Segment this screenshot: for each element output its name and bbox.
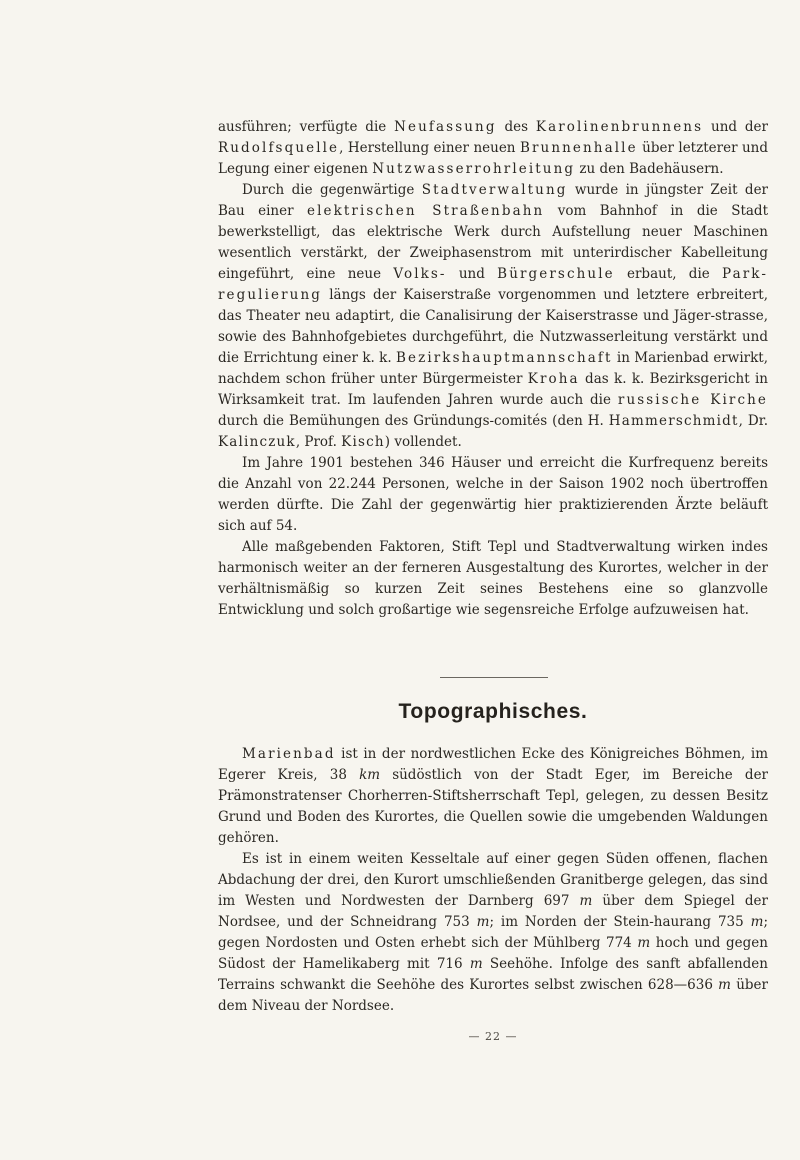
paragraph bbox=[218, 180, 768, 453]
text-run: über dem Spiegel der Nordsee, und der Schneidrang 753 bbox=[218, 893, 768, 930]
unit-italic: m bbox=[637, 935, 651, 951]
unit-italic: km bbox=[359, 767, 381, 783]
text-run: in Marienbad erwirkt, nachdem schon früher unter Bürgermeister bbox=[218, 350, 768, 387]
spaced-emphasis: Kalinczuk bbox=[218, 434, 296, 450]
text-run: Seehöhe. Infolge des sanft abfallenden Terrains schwankt die Seehöhe des Kurortes selbst zwischen 628—636 bbox=[218, 956, 768, 993]
text-run: zu den Badehäusern. bbox=[575, 161, 724, 177]
text-run: , Dr. bbox=[738, 413, 768, 429]
spaced-emphasis: elektrischen Straßenbahn bbox=[306, 203, 545, 219]
text-run: Alle maßgebenden Faktoren, Stift Tepl und Stadtverwaltung wirken indes harmonisch weiter an der ferneren Ausgestaltung des Kurortes, welcher in der verhältnismäßig so kurzen Zeit seines Bestehens eine so glanzvolle Entwicklung und solch großartige wie segensreiche Erfolge aufzuweisen hat. bbox=[218, 539, 768, 618]
text-run: das k. k. Bezirksgericht in Wirksamkeit trat. Im laufenden Jahren wurde auch die bbox=[218, 371, 768, 408]
spaced-emphasis: Bezirkshauptmannschaft bbox=[396, 350, 613, 366]
text-run: südöstlich von der Stadt Eger, im Bereiche der Prämonstratenser Chorherren-Stiftsherrschaft Tepl, gelegen, zu dessen Besitz Grund und Boden des Kurortes, die Quellen sowie die umgebenden Waldungen gehören. bbox=[218, 767, 769, 846]
spaced-emphasis: Kisch bbox=[341, 434, 385, 450]
text-run: , Prof. bbox=[295, 434, 342, 450]
spaced-emphasis: Hammerschmidt bbox=[608, 413, 739, 429]
section-heading: Topographisches. bbox=[398, 700, 588, 723]
spaced-emphasis: Volks- bbox=[393, 266, 447, 282]
spaced-emphasis: Stadtverwaltung bbox=[421, 182, 568, 198]
text-run: erbaut, die bbox=[614, 266, 723, 282]
paragraph bbox=[218, 849, 768, 1017]
text-run: und der bbox=[703, 119, 768, 135]
spaced-emphasis: Neufassung bbox=[394, 119, 497, 135]
text-run: ) vollendet. bbox=[384, 434, 462, 450]
text-run: hoch und gegen Südost der Hamelikaberg mit 716 bbox=[218, 935, 768, 972]
text-run: vom Bahnhof in die Stadt bewerkstelligt, das elektrische Werk durch Aufstellung neuer Maschinen wesentlich verstärkt, der Zweiphasenstrom mit unterirdischer Kabelleitung eingeführt, eine neue bbox=[218, 203, 768, 282]
spaced-emphasis: Nutzwasserrohrleitung bbox=[372, 161, 576, 177]
text-run: ; im Norden der Stein-haurang 735 bbox=[489, 914, 751, 930]
unit-italic: m bbox=[718, 977, 731, 993]
text-block-history bbox=[218, 117, 768, 621]
spaced-emphasis: Brunnenhalle bbox=[519, 140, 638, 156]
spaced-emphasis: Rudolfsquelle bbox=[218, 140, 340, 156]
spaced-emphasis: Kroha bbox=[527, 371, 580, 387]
text-run: ist in der nordwestlichen Ecke des Königreiches Böhmen, im Egerer Kreis, 38 bbox=[218, 746, 768, 783]
unit-italic: m bbox=[750, 914, 764, 930]
text-run: und bbox=[446, 266, 498, 282]
unit-italic: m bbox=[476, 914, 490, 930]
text-run: durch die Bemühungen des Gründungs-comités (den H. bbox=[218, 413, 609, 429]
text-block-topography bbox=[218, 744, 768, 1017]
spaced-emphasis: Bürgerschule bbox=[497, 266, 615, 282]
text-run: , Herstellung einer neuen bbox=[339, 140, 520, 156]
spaced-emphasis: Marienbad bbox=[242, 746, 336, 762]
text-run: über dem Niveau der Nordsee. bbox=[218, 977, 768, 1014]
paragraph bbox=[218, 537, 768, 621]
spaced-emphasis: russische Kirche bbox=[617, 392, 768, 408]
text-run: wurde in jüngster Zeit der Bau einer bbox=[218, 182, 769, 219]
paragraph bbox=[218, 117, 768, 180]
paragraph bbox=[218, 453, 768, 537]
text-run: ausführen; verfügte die bbox=[218, 119, 395, 135]
paragraph bbox=[218, 744, 768, 849]
spaced-emphasis: Karolinenbrunnens bbox=[535, 119, 704, 135]
text-run: ; gegen Nordosten und Osten erhebt sich der Mühlberg 774 bbox=[218, 914, 769, 951]
text-run: Im Jahre 1901 bestehen 346 Häuser und erreicht die Kurfrequenz bereits die Anzahl von 22.244 Personen, welche in der Saison 1902 noch übertroffen werden dürfte. Die Zahl der gegenwärtig hier praktizierenden Ärzte beläuft sich auf 54. bbox=[218, 455, 768, 534]
text-run: über letzterer und Legung einer eigenen bbox=[218, 140, 769, 177]
spaced-emphasis: Park-regulierung bbox=[218, 266, 768, 303]
text-run: des bbox=[496, 119, 536, 135]
unit-italic: m bbox=[469, 956, 483, 972]
text-run: längs der Kaiserstraße vorgenommen und letztere erbreitert, das Theater neu adaptirt, die Canalisirung der Kaiserstrasse und Jäger-strasse, sowie des Bahnhofgebietes durchgeführt, die Nutzwasserleitung verstärkt und die Errichtung einer k. k. bbox=[218, 287, 768, 366]
text-run: Durch die gegenwärtige bbox=[242, 182, 422, 198]
text-run: Es ist in einem weiten Kesseltale auf einer gegen Süden offenen, flachen Abdachung der drei, den Kurort umschließenden Granitberge gelegen, das sind im Westen und Nordwesten der Darnberg 697 bbox=[218, 851, 768, 909]
section-divider bbox=[440, 677, 548, 678]
page-number: — 22 — bbox=[468, 1030, 518, 1043]
unit-italic: m bbox=[579, 893, 593, 909]
